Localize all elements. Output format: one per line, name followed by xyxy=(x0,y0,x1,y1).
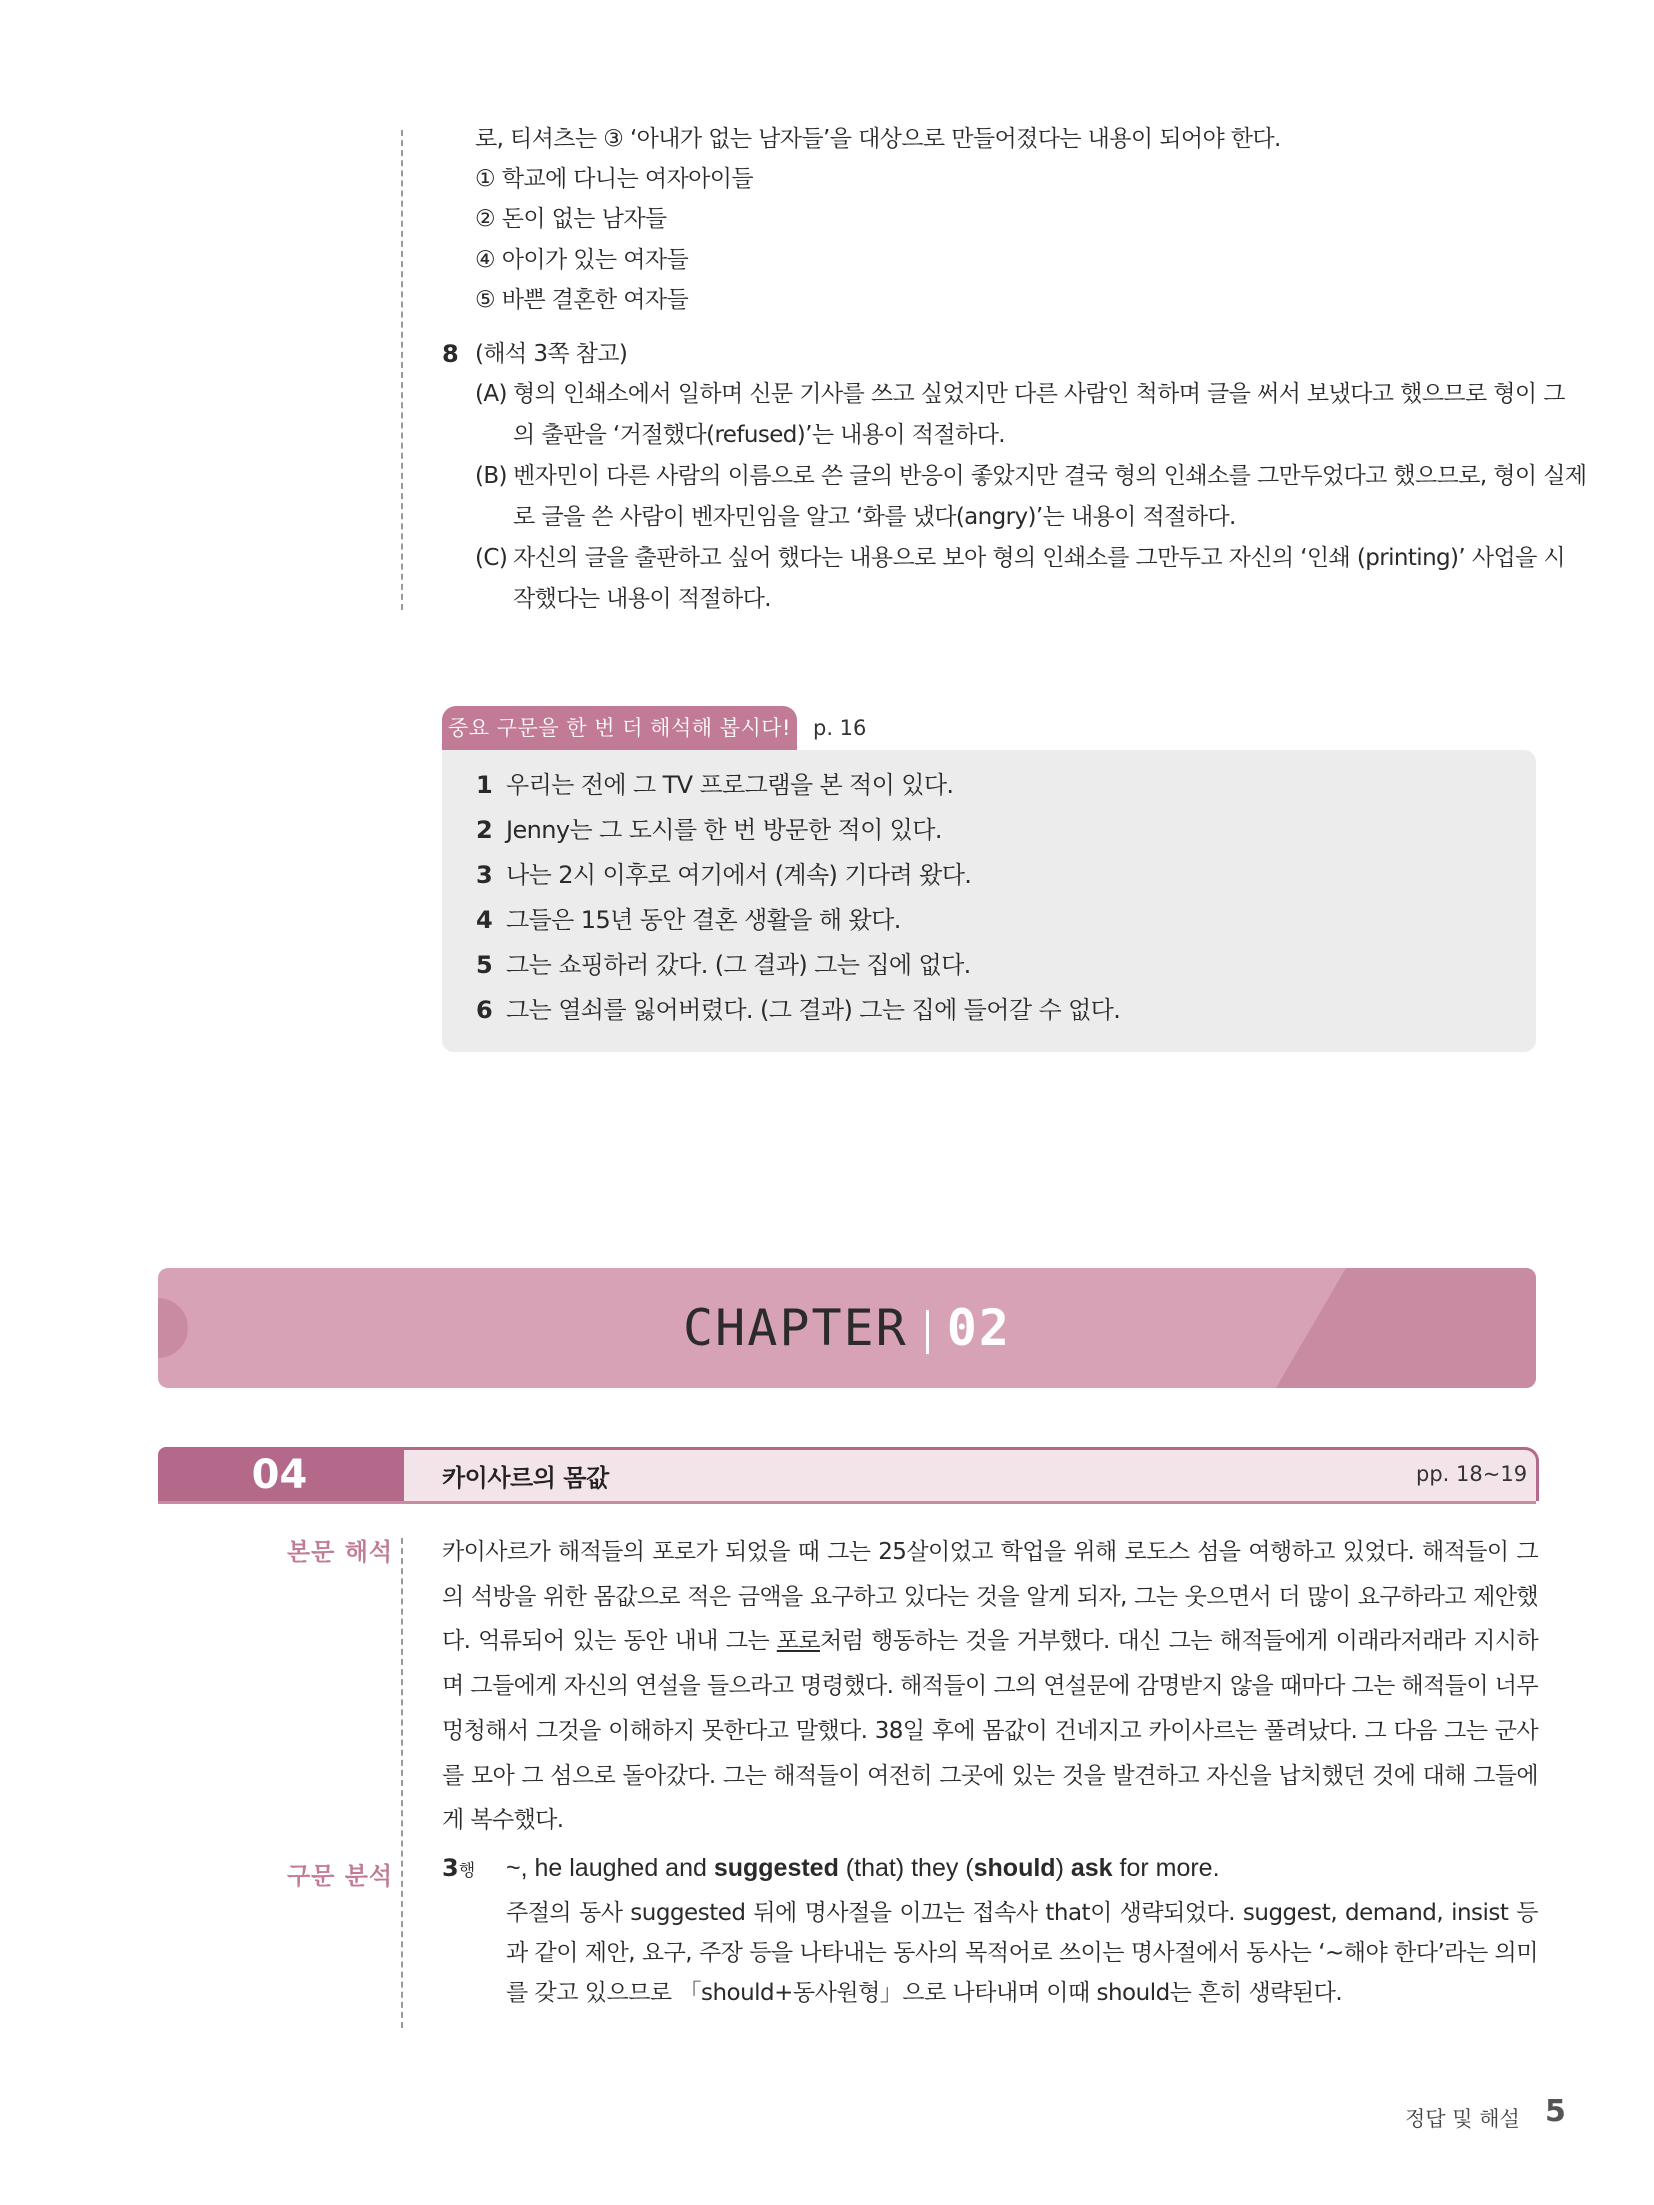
q7-option: ⑤ 바쁜 결혼한 여자들 xyxy=(475,287,689,313)
chapter-banner xyxy=(158,1268,1536,1388)
q8-text-a: 형의 인쇄소에서 일하며 신문 기사를 쓰고 싶었지만 다른 사람인 척하며 글을 써서 보냈다고 했으므로 형이 그 xyxy=(513,381,1565,407)
q7-option: ④ 아이가 있는 여자들 xyxy=(475,247,689,273)
review-tag: 중요 구문을 한 번 더 해석해 봅시다! xyxy=(442,706,797,750)
review-sentence: 5 그는 쇼핑하러 갔다. (그 결과) 그는 집에 없다. xyxy=(476,951,971,979)
translation-text: 카이사르가 해적들의 포로가 되었을 때 그는 25살이었고 학업을 위해 로도스 섬을 여행하고 있었다. 해적들이 그의 석방을 위한 몸값으로 적은 금액을 요구하고 있다는 것을 알게 되자, 그는 웃으면서 더 많이 요구하라고 제안했다. 억류되어 있는 동안 내내 그는 포로처럼 행동하는 것을 거부했다. 대신 그는 해적들에게 이래라저래라 지시하며 그들에게 자신의 연설을 들으라고 명령했다. 해적들이 그의 연설문에 감명받지 않을 때마다 그는 해적들이 너무 멍청해서 그것을 이해하지 못한다고 말했다. 38일 후에 몸값이 건네지고 카이사르는 풀려났다. 그 다음 그는 군사를 모아 그 섬으로 돌아갔다. 그는 해적들이 여전히 그곳에 있는 것을 발견하고 자신을 납치했던 것에 대해 그들에게 복수했다. xyxy=(442,1539,1538,1834)
chapter-title: CHAPTER 02 xyxy=(683,1299,1011,1357)
q8-text-b: 벤자민이 다른 사람의 이름으로 쓴 글의 반응이 좋았지만 결국 형의 인쇄소를 그만두었다고 했으므로, 형이 실제 xyxy=(513,463,1587,489)
q8-reference: (해석 3쪽 참고) xyxy=(475,341,628,367)
unit-title: 카이사르의 몸값 xyxy=(442,1464,609,1492)
q8-text-c: 작했다는 내용이 적절하다. xyxy=(513,586,771,612)
grammar-explanation: 주절의 동사 suggested 뒤에 명사절을 이끄는 접속사 that이 생략되었다. suggest, demand, insist 등과 같이 제안, 요구, 주장 등을 나타내는 동사의 목적어로 쓰이는 명사절에서 동사는 ‘~해야 한다’라는 의미를 갖고 있으므로 「should+동사원형」으로 나타내며 이때 should는 흔히 생략된다. xyxy=(506,1900,1538,2006)
review-sentence: 4 그들은 15년 동안 결혼 생활을 해 왔다. xyxy=(476,906,901,934)
unit-underline xyxy=(158,1501,1536,1504)
review-sentence: 2 Jenny는 그 도시를 한 번 방문한 적이 있다. xyxy=(476,816,942,844)
review-sentence: 6 그는 열쇠를 잃어버렸다. (그 결과) 그는 집에 들어갈 수 없다. xyxy=(476,996,1121,1024)
q7-option: ② 돈이 없는 남자들 xyxy=(475,206,667,232)
translation-label: 본문 해석 xyxy=(287,1538,394,1566)
q8-label-a: (A) xyxy=(475,381,507,407)
chapter-number: 02 xyxy=(946,1299,1011,1357)
q8-text-a: 의 출판을 ‘거절했다(refused)’는 내용이 적절하다. xyxy=(513,422,1005,448)
question-number: 8 xyxy=(442,340,459,368)
grammar-label: 구문 분석 xyxy=(287,1862,394,1890)
grammar-sentence: ~, he laughed and suggested (that) they (should) ask for more. xyxy=(506,1854,1220,1882)
section-divider xyxy=(401,1538,403,2028)
q7-explanation-tail: 로, 티셔츠는 ③ ‘아내가 없는 남자들’을 대상으로 만들어졌다는 내용이 되어야 한다. xyxy=(475,126,1281,152)
q8-label-b: (B) xyxy=(475,463,507,489)
q7-option: ① 학교에 다니는 여자아이들 xyxy=(475,166,753,192)
page-number: 5 xyxy=(1545,2094,1566,2129)
footer-label: 정답 및 해설 xyxy=(1405,2107,1520,2131)
unit-number: 04 xyxy=(158,1447,401,1503)
answer-divider xyxy=(401,130,403,610)
q8-text-b: 로 글을 쓴 사람이 벤자민임을 알고 ‘화를 냈다(angry)’는 내용이 적절하다. xyxy=(513,504,1236,530)
review-sentence: 1 우리는 전에 그 TV 프로그램을 본 적이 있다. xyxy=(476,771,954,799)
review-page-ref: p. 16 xyxy=(813,716,867,740)
unit-page-range: pp. 18~19 xyxy=(1416,1462,1528,1486)
grammar-line-ref: 3행 xyxy=(442,1854,476,1882)
q8-label-c: (C) xyxy=(475,545,508,571)
review-sentence: 3 나는 2시 이후로 여기에서 (계속) 기다려 왔다. xyxy=(476,861,972,889)
q8-text-c: 자신의 글을 출판하고 싶어 했다는 내용으로 보아 형의 인쇄소를 그만두고 자신의 ‘인쇄 (printing)’ 사업을 시 xyxy=(513,545,1566,571)
